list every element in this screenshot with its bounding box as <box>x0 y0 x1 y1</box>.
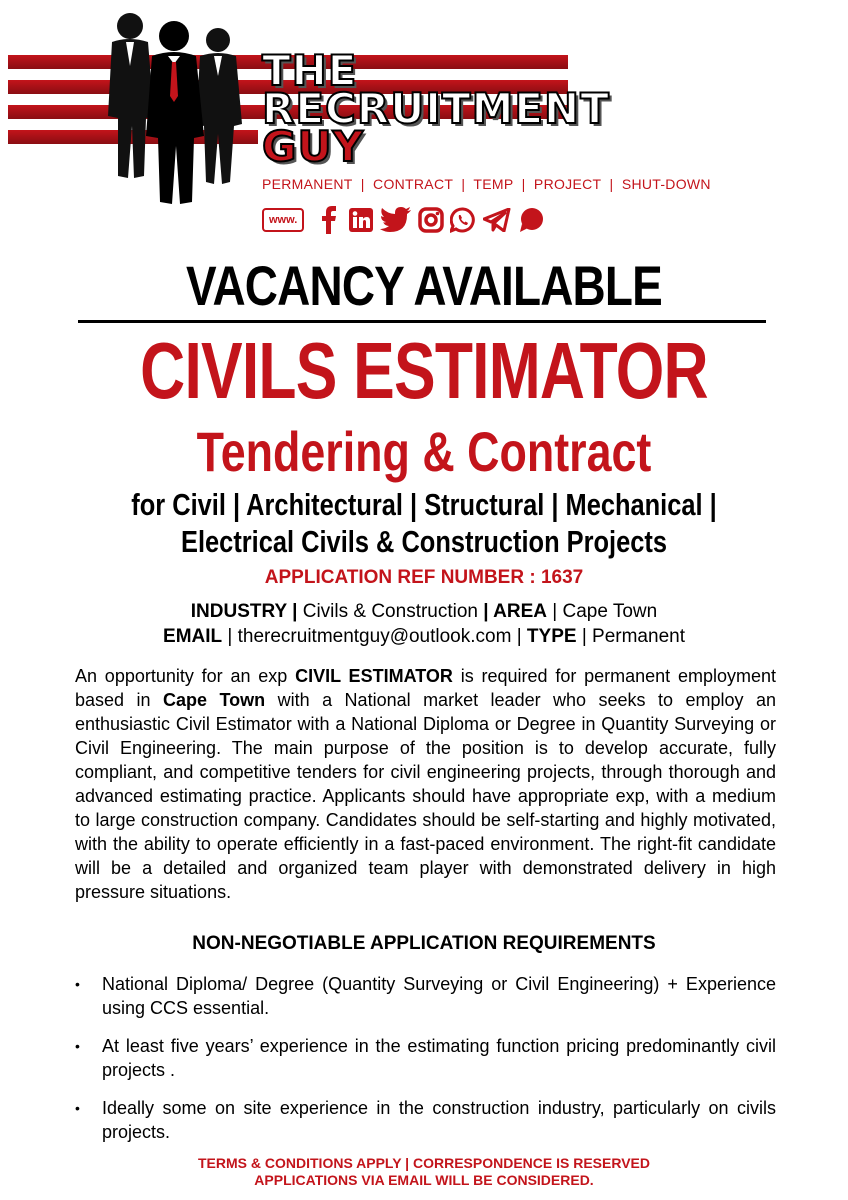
description-text: with a National market leader who seeks to employ an enthusiastic Civil Estimator with a National Diploma or Degree in Quantity Surveying or Civil Engineering. The main purpose of the position is to develop accurate, fully compliant, and competitive tenders for civil engineering projects, through thorough and advanced estimating practice. Applicants should have appropriate exp, with a medium to large construction company. Candidates should be self-starting and highly motivated, with the ability to operate efficiently in a fast-paced environment. The right-fit candidate will be a detailed and organized team player with demonstrated delivery in high pressure situations. <box>75 690 777 902</box>
email-type-line <box>0 624 848 649</box>
job-title: CIVILS ESTIMATOR <box>140 326 708 415</box>
type-value: | Permanent <box>581 626 685 647</box>
brand-word-guy: GUY <box>262 122 364 171</box>
vacancy-heading: VACANCY AVAILABLE <box>186 254 662 317</box>
requirements-heading: NON-NEGOTIABLE APPLICATION REQUIREMENTS <box>192 933 656 954</box>
linkedin-icon <box>348 206 374 234</box>
heading-divider <box>78 320 766 323</box>
description-text: is required for permanent employment based in <box>75 666 777 710</box>
type-label: TYPE <box>526 626 577 647</box>
description-location-emphasis: Cape Town <box>163 690 266 710</box>
brand-word-the: THE <box>262 46 358 95</box>
facebook-icon <box>316 206 342 234</box>
terms-footer <box>0 1155 848 1189</box>
requirements-list <box>75 972 776 1158</box>
social-icons-row <box>262 202 544 238</box>
job-subtitle: Tendering & Contract <box>196 420 652 483</box>
description-role-emphasis: CIVIL ESTIMATOR <box>295 666 453 686</box>
industry-value: Civils & Construction <box>302 601 478 622</box>
job-description <box>75 664 776 904</box>
list-item: • Ideally some on site experience in the construction industry, particularly on civils projects. <box>75 1096 776 1144</box>
email-value[interactable]: | therecruitmentguy@outlook.com | <box>227 626 522 647</box>
area-value: | Cape Town <box>552 601 658 622</box>
email-label: EMAIL <box>163 626 223 647</box>
chat-bubble-icon <box>518 206 544 234</box>
industry-label: INDUSTRY | <box>190 601 298 622</box>
whatsapp-icon <box>450 206 476 234</box>
disciplines-line-2: Electrical Civils & Construction Projects <box>181 524 667 559</box>
disciplines-line-1: for Civil | Architectural | Structural | Mechanical | <box>131 487 717 522</box>
business-people-silhouette-icon <box>96 6 256 206</box>
description-text: An opportunity for an exp <box>75 666 296 686</box>
list-item: • At least five years’ experience in the estimating function pricing predominantly civil projects . <box>75 1034 776 1082</box>
instagram-icon <box>418 206 444 234</box>
application-ref-number: APPLICATION REF NUMBER : 1637 <box>264 567 584 588</box>
terms-line-2: APPLICATIONS VIA EMAIL WILL BE CONSIDERED. <box>254 1172 594 1188</box>
www-cursor-icon: www. <box>262 208 304 232</box>
brand-logo <box>0 0 848 250</box>
twitter-icon <box>380 206 412 234</box>
industry-area-line <box>0 599 848 624</box>
brand-word-recruitment: RECRUITMENT <box>262 84 610 133</box>
services-list: PERMANENT | CONTRACT | TEMP | PROJECT | SHUT-DOWN <box>262 176 711 192</box>
telegram-icon <box>482 206 512 234</box>
list-item: • National Diploma/ Degree (Quantity Surveying or Civil Engineering) + Experience using CCS essential. <box>75 972 776 1020</box>
terms-line-1: TERMS & CONDITIONS APPLY | CORRESPONDENCE IS RESERVED <box>198 1155 650 1171</box>
area-label: | AREA <box>483 601 548 622</box>
